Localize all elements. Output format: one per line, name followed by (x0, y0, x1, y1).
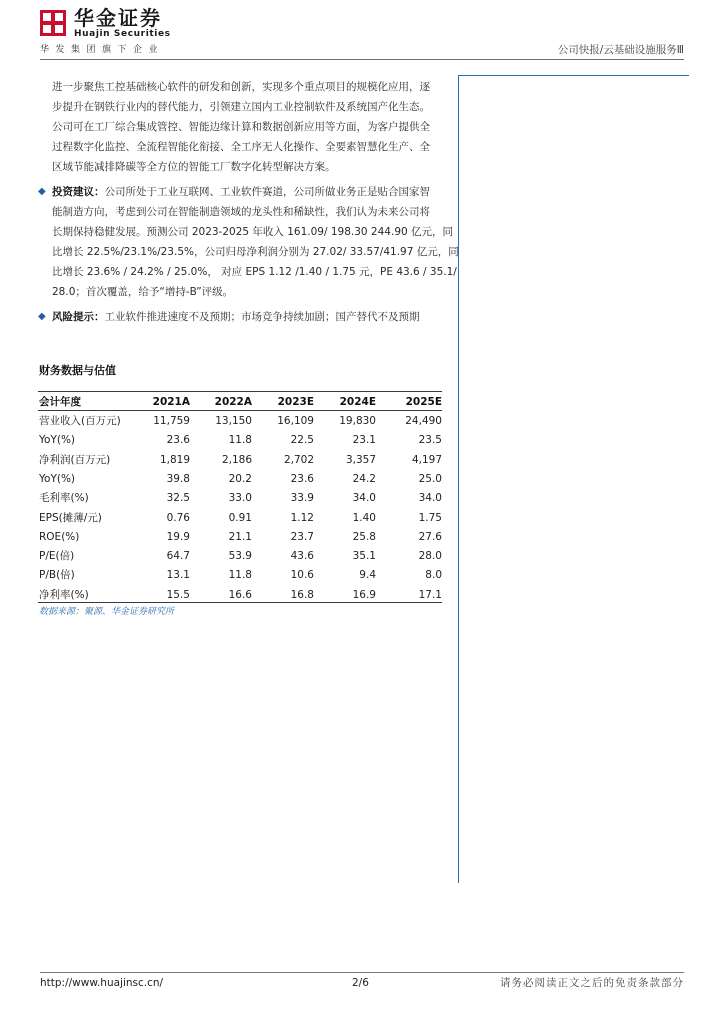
header-divider (40, 59, 684, 60)
table-cell: 19.9 (166, 531, 190, 543)
table-row-label: P/E(倍) (39, 550, 75, 562)
table-source-note: 数据来源：聚源、华金证券研究所 (39, 607, 175, 617)
sidebar-left-border (458, 75, 459, 883)
sidebar-top-border (458, 75, 689, 76)
table-cell: 0.76 (166, 512, 190, 524)
table-cell: 35.1 (352, 550, 376, 562)
table-cell: 16.8 (290, 589, 314, 601)
table-cell: 2,702 (283, 454, 314, 466)
table-cell: 21.1 (228, 531, 252, 543)
table-cell: 1,819 (159, 454, 190, 466)
table-cell: 3,357 (345, 454, 376, 466)
table-cell: 39.8 (166, 473, 190, 485)
table-cell: 34.0 (418, 492, 442, 504)
table-cell: 53.9 (228, 550, 252, 562)
intro-line: 步提升在钢铁行业内的替代能力，引领建立国内工业控制软件及系统国产化生态。 (52, 101, 430, 113)
table-cell: 64.7 (166, 550, 190, 562)
table-header-year: 2024E (339, 396, 376, 408)
risk-line (52, 309, 420, 325)
table-cell: 1.40 (352, 512, 376, 524)
table-row-label: 毛利率(%) (39, 492, 89, 504)
table-row-label: 净利率(%) (39, 589, 89, 601)
bullet-diamond-icon: ◆ (38, 186, 46, 197)
table-cell: 17.1 (418, 589, 442, 601)
table-row-label: 净利润(百万元) (39, 454, 111, 466)
table-cell: 24.2 (352, 473, 376, 485)
table-cell: 10.6 (290, 569, 314, 581)
table-cell: 8.0 (425, 569, 442, 581)
table-cell: 27.6 (418, 531, 442, 543)
risk-label: 风险提示： (52, 311, 105, 323)
table-cell: 23.1 (352, 434, 376, 446)
table-cell: 16,109 (277, 415, 314, 427)
intro-line: 区域节能减排降碳等全方位的智能工厂数字化转型解决方案。 (52, 161, 336, 173)
table-cell: 22.5 (290, 434, 314, 446)
table-cell: 32.5 (166, 492, 190, 504)
invest-advice-line: 比增长 22.5%/23.1%/23.5%，公司归母净利润分别为 27.02/ 33.57/41.97 亿元，同 (52, 246, 459, 258)
huajin-logo-icon (40, 10, 66, 36)
table-cell: 43.6 (290, 550, 314, 562)
table-cell: 0.91 (228, 512, 252, 524)
invest-advice-line: 能制造方向，考虑到公司在智能制造领域的龙头性和稀缺性，我们认为未来公司将 (52, 206, 430, 218)
table-bottom-rule (38, 602, 442, 603)
table-header-year: 2021A (152, 396, 190, 408)
table-header-year: 2025E (405, 396, 442, 408)
table-cell: 34.0 (352, 492, 376, 504)
table-row-label: YoY(%) (39, 434, 76, 446)
table-cell: 2,186 (221, 454, 252, 466)
table-cell: 23.7 (290, 531, 314, 543)
intro-line: 过程数字化监控、全流程智能化衔接、全工序无人化操作、全要素智慧化生产、全 (52, 141, 430, 153)
table-cell: 33.0 (228, 492, 252, 504)
table-header-year: 2022A (214, 396, 252, 408)
risk-text: 工业软件推进速度不及预期；市场竞争持续加剧；国产替代不及预期 (104, 311, 420, 323)
table-header-rule (38, 410, 442, 411)
table-header-label: 会计年度 (39, 396, 81, 408)
table-cell: 24,490 (405, 415, 442, 427)
table-cell: 11,759 (153, 415, 190, 427)
table-cell: 23.6 (166, 434, 190, 446)
invest-advice-line: 比增长 23.6% / 24.2% / 25.0%， 对应 EPS 1.12 /1.40 / 1.75 元，PE 43.6 / 35.1/ (52, 266, 457, 278)
table-cell: 16.6 (228, 589, 252, 601)
table-title: 财务数据与估值 (39, 364, 116, 377)
table-cell: 33.9 (290, 492, 314, 504)
brand-name-en: Huajin Securities (74, 29, 171, 39)
table-cell: 20.2 (228, 473, 252, 485)
table-row-label: P/B(倍) (39, 569, 75, 581)
table-cell: 1.75 (418, 512, 442, 524)
table-cell: 23.5 (418, 434, 442, 446)
table-cell: 11.8 (228, 569, 252, 581)
brand-name-cn: 华金证券 (74, 6, 162, 30)
table-cell: 19,830 (339, 415, 376, 427)
footer-divider (40, 972, 684, 973)
table-cell: 23.6 (290, 473, 314, 485)
table-row-label: YoY(%) (39, 473, 76, 485)
table-row-label: 营业收入(百万元) (39, 415, 121, 427)
footer-disclaimer: 请务必阅读正文之后的免责条款部分 (500, 977, 684, 989)
table-cell: 13.1 (166, 569, 190, 581)
invest-advice-label: 投资建议： (52, 186, 105, 198)
table-cell: 16.9 (352, 589, 376, 601)
table-cell: 25.0 (418, 473, 442, 485)
table-cell: 13,150 (215, 415, 252, 427)
page-number: 2/6 (352, 977, 369, 989)
table-cell: 11.8 (228, 434, 252, 446)
invest-advice-line: 28.0；首次覆盖，给予“增持-B”评级。 (52, 286, 234, 298)
table-cell: 28.0 (418, 550, 442, 562)
table-cell: 15.5 (166, 589, 190, 601)
invest-advice-line: 长期保持稳健发展。预测公司 2023-2025 年收入 161.09/ 198.30 244.90 亿元，同 (52, 226, 454, 238)
brand-subtitle: 华发集团旗下企业 (40, 45, 165, 55)
intro-line: 公司可在工厂综合集成管控、智能边缘计算和数据创新应用等方面，为客户提供全 (52, 121, 430, 133)
intro-line: 进一步聚焦工控基础核心软件的研发和创新，实现多个重点项目的规模化应用，逐 (52, 81, 430, 93)
table-cell: 9.4 (359, 569, 376, 581)
report-type: 公司快报/云基础设施服务Ⅲ (557, 44, 684, 56)
table-cell: 4,197 (411, 454, 442, 466)
table-row-label: ROE(%) (39, 531, 80, 543)
invest-advice-text: 公司所处于工业互联网、工业软件赛道，公司所做业务正是贴合国家智 (104, 186, 430, 198)
footer-website-link[interactable]: http://www.huajinsc.cn/ (40, 977, 164, 989)
invest-advice-line (52, 184, 430, 200)
table-cell: 25.8 (352, 531, 376, 543)
table-header-year: 2023E (277, 396, 314, 408)
table-top-rule (38, 391, 442, 392)
table-cell: 1.12 (290, 512, 314, 524)
table-row-label: EPS(摊薄/元) (39, 512, 102, 524)
bullet-diamond-icon: ◆ (38, 311, 46, 322)
